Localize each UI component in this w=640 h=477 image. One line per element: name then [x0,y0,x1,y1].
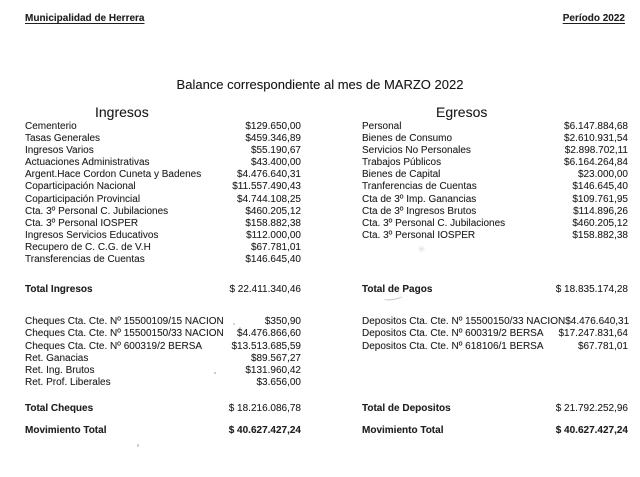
ledger-row [362,169,628,181]
ledger-row [362,328,628,340]
row-value: $55.190,67 [250,145,301,157]
depositos-rows [362,316,628,353]
ledger-row [362,181,628,193]
ingresos-heading: Ingresos [95,104,149,120]
row-label: Bienes de Capital [362,169,441,181]
ledger-row [362,230,628,242]
total-depositos-row [362,403,628,414]
row-value: $67.781,01 [577,340,628,352]
row-label: Recupero de C. C.G. de V.H [25,241,151,253]
ledger-row [362,341,628,353]
egresos-rows [362,121,628,242]
ledger-row [25,121,301,133]
row-value: $112.000,00 [246,229,301,241]
ledger-row [25,365,301,377]
row-label: Ret. Ing. Brutos [25,365,95,377]
ledger-row [25,206,301,218]
row-label: Cta. 3º Personal IOSPER [25,217,139,229]
egresos-heading: Egresos [436,104,488,120]
row-label: Depositos Cta. Cte. Nº 600319/2 BERSA [362,328,544,340]
row-label: Cta de 3º Ingresos Brutos [362,205,477,217]
ledger-row [25,157,301,169]
row-label: Depositos Cta. Cte. Nº 15500150/33 NACION [362,316,566,327]
total-label: Total de Pagos [362,284,433,295]
ledger-row [25,181,301,193]
ledger-row [362,316,628,328]
row-label: Cementerio [25,121,77,132]
row-value: $13.513.685,59 [231,340,301,352]
total-value: $ 18.835.174,28 [555,284,628,295]
organization-name: Municipalidad de Herrera [25,13,145,24]
total-value: $ 21.792.252,96 [555,403,628,414]
row-label: Servicios No Personales [362,145,471,157]
ledger-row [25,377,301,389]
row-value: $460.205,12 [572,217,628,229]
total-label: Total de Depositos [362,403,451,414]
row-value: $4.744.108,25 [237,193,301,205]
row-label: Cheques Cta. Cte. Nº 15500150/33 NACION [25,328,224,340]
row-value: $158.882,38 [572,229,628,241]
row-label: Cta. 3º Personal C. Jubilaciones [362,217,506,229]
row-value: $89.567,27 [250,352,301,364]
ledger-row [362,121,628,133]
row-value: $350,90 [264,316,301,327]
ledger-row [362,157,628,169]
row-label: Argent.Hace Cordon Cuneta y Badenes [25,169,202,181]
row-label: Depositos Cta. Cte. Nº 618106/1 BERSA [362,340,544,352]
row-value: $459.346,89 [245,133,301,145]
row-value: $23.000,00 [577,169,628,181]
ledger-row [25,316,301,328]
total-cheques-row [25,403,301,414]
ledger-row [362,194,628,206]
total-ingresos-row [25,284,301,295]
movimiento-total-row [25,425,301,436]
row-label: Actuaciones Administrativas [25,157,150,169]
total-label: Total Ingresos [25,284,93,295]
cheques-rows [25,316,301,390]
row-label: Cta. 3º Personal IOSPER [362,229,476,241]
row-value: $146.645,40 [572,181,628,193]
row-label: Ingresos Servicios Educativos [25,229,159,241]
row-value: $460.205,12 [245,205,301,217]
ledger-row [25,230,301,242]
row-label: Ingresos Varios [25,145,94,157]
row-value: $6.147.884,68 [564,121,628,132]
ledger-row [25,133,301,145]
row-value: $11.557.490,43 [232,181,301,193]
row-label: Personal [362,121,402,132]
row-value: $158.882,38 [245,217,301,229]
ledger-row [25,218,301,230]
row-value: $114.896,26 [573,205,628,217]
row-label: Cta. 3º Personal C. Jubilaciones [25,205,169,217]
total-value: $ 40.627.427,24 [555,425,628,436]
row-label: Ret. Prof. Liberales [25,377,111,389]
row-value: $146.645,40 [245,254,301,266]
ledger-row [362,218,628,230]
row-value: $4.476.866,60 [237,328,301,340]
total-label: Movimiento Total [25,425,107,436]
row-value: $109.761,95 [572,193,628,205]
total-label: Total Cheques [25,403,94,414]
row-value: $129.650,00 [245,121,301,132]
ledger-row [362,133,628,145]
row-label: Ret. Ganacias [25,352,89,364]
row-label: Cta de 3º Imp. Ganancias [362,193,477,205]
ledger-row [25,341,301,353]
row-label: Coparticipación Provincial [25,193,141,205]
row-value: $6.164.264,84 [564,157,628,169]
row-value: $67.781,01 [250,241,301,253]
ledger-row [25,242,301,254]
total-value: $ 22.411.340,46 [229,284,301,295]
row-value: $4.476.640,31 [565,316,630,327]
ledger-row [362,206,628,218]
ledger-row [25,169,301,181]
total-value: $ 18.216.086,78 [228,403,301,414]
ingresos-column [25,0,301,477]
row-value: $131.960,42 [245,365,301,377]
total-label: Movimiento Total [362,425,444,436]
row-label: Tasas Generales [25,133,101,145]
ledger-row [25,254,301,266]
egresos-column [362,0,628,477]
row-value: $17.247.831,64 [558,328,628,340]
row-value: $4.476.640,31 [237,169,301,181]
ledger-row [25,145,301,157]
row-value: $43.400,00 [250,157,301,169]
ledger-row [25,353,301,365]
ingresos-rows [25,121,301,266]
row-label: Trabajos Públicos [362,157,442,169]
ledger-row [25,328,301,340]
document-title: Balance correspondiente al mes de MARZO 2022 [176,77,464,92]
period-label: Período 2022 [562,13,625,24]
total-pagos-row [362,284,628,295]
row-label: Transferencias de Cuentas [25,254,145,266]
total-value: $ 40.627.427,24 [228,425,301,436]
row-label: Cheques Cta. Cte. Nº 15500109/15 NACION [25,316,224,327]
row-label: Tranferencias de Cuentas [362,181,477,193]
row-label: Coparticipación Nacional [25,181,136,193]
row-value: $3.656,00 [256,377,301,389]
row-label: Cheques Cta. Cte. Nº 600319/2 BERSA [25,340,203,352]
row-label: Bienes de Consumo [362,133,453,145]
ledger-row [362,145,628,157]
ledger-row [25,194,301,206]
row-value: $2.610.931,54 [564,133,628,145]
row-value: $2.898.702,11 [564,145,628,157]
movimiento-total-row [362,425,628,436]
